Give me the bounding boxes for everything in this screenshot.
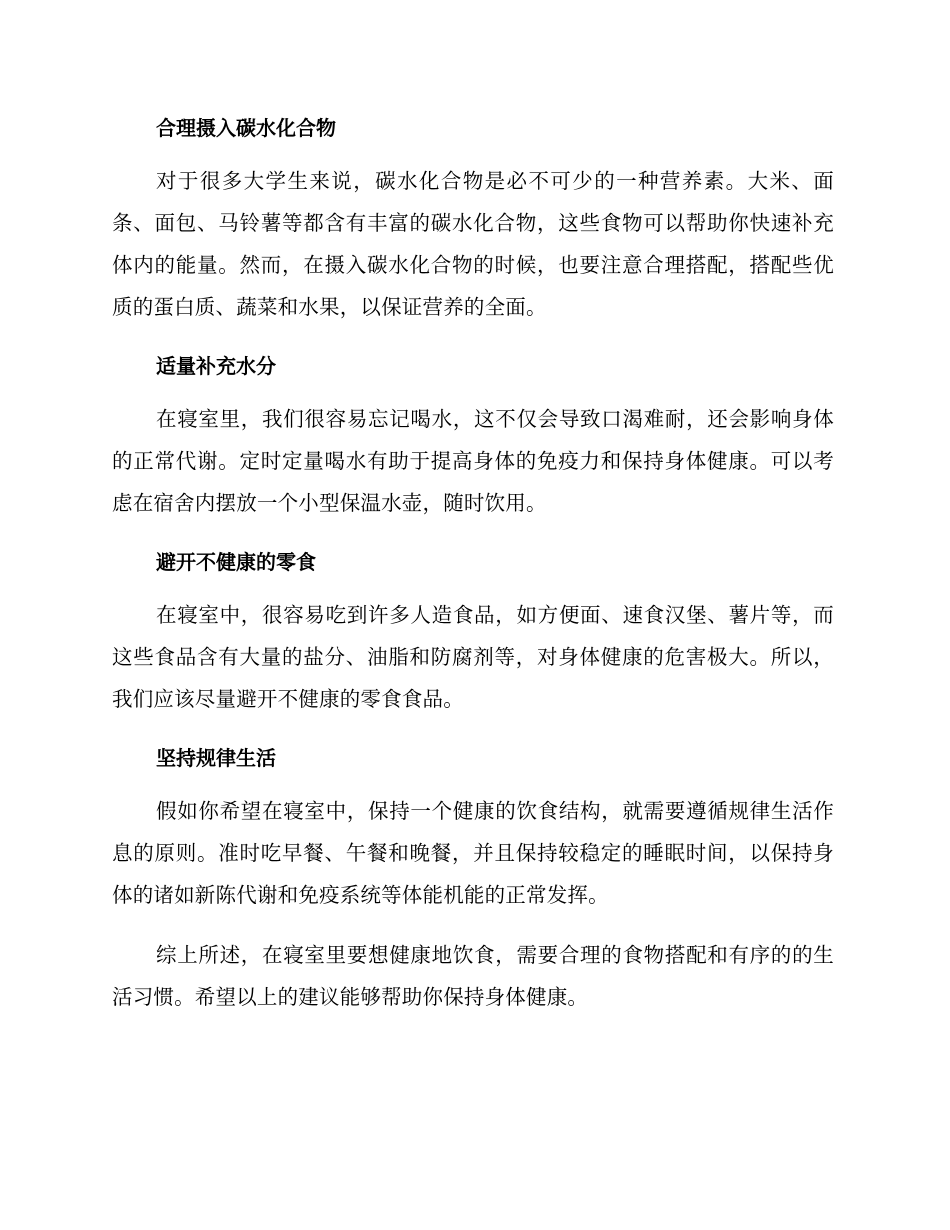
section-carbohydrates [112,108,834,328]
section-heading: 避开不健康的零食 [156,550,316,574]
section-routine [112,738,834,916]
section-water [112,346,834,524]
section-paragraph: 对于很多大学生来说，碳水化合物是必不可少的一种营养素。大米、面条、面包、马铃薯等都含有丰富的碳水化合物，这些食物可以帮助你快速补充体内的能量。然而，在摄入碳水化合物的时候，也要注意合理搭配，搭配些优质的蛋白质、蔬菜和水果，以保证营养的全面。 [112,169,834,319]
section-paragraph: 在寝室中，很容易吃到许多人造食品，如方便面、速食汉堡、薯片等，而这些食品含有大量的盐分、油脂和防腐剂等，对身体健康的危害极大。所以，我们应该尽量避开不健康的零食食品。 [112,603,834,711]
section-heading: 坚持规律生活 [156,746,276,770]
section-heading: 适量补充水分 [156,354,276,378]
document-body [112,108,834,1018]
section-heading: 合理摄入碳水化合物 [156,116,336,140]
section-paragraph: 假如你希望在寝室中，保持一个健康的饮食结构，就需要遵循规律生活作息的原则。准时吃早餐、午餐和晚餐，并且保持较稳定的睡眠时间，以保持身体的诸如新陈代谢和免疫系统等体能机能的正常发挥。 [112,799,834,907]
section-paragraph: 在寝室里，我们很容易忘记喝水，这不仅会导致口渴难耐，还会影响身体的正常代谢。定时定量喝水有助于提高身体的免疫力和保持身体健康。可以考虑在宿舍内摆放一个小型保温水壶，随时饮用。 [112,407,834,515]
conclusion-paragraph: 综上所述，在寝室里要想健康地饮食，需要合理的食物搭配和有序的的生活习惯。希望以上的建议能够帮助你保持身体健康。 [112,943,834,1009]
section-snacks [112,542,834,720]
